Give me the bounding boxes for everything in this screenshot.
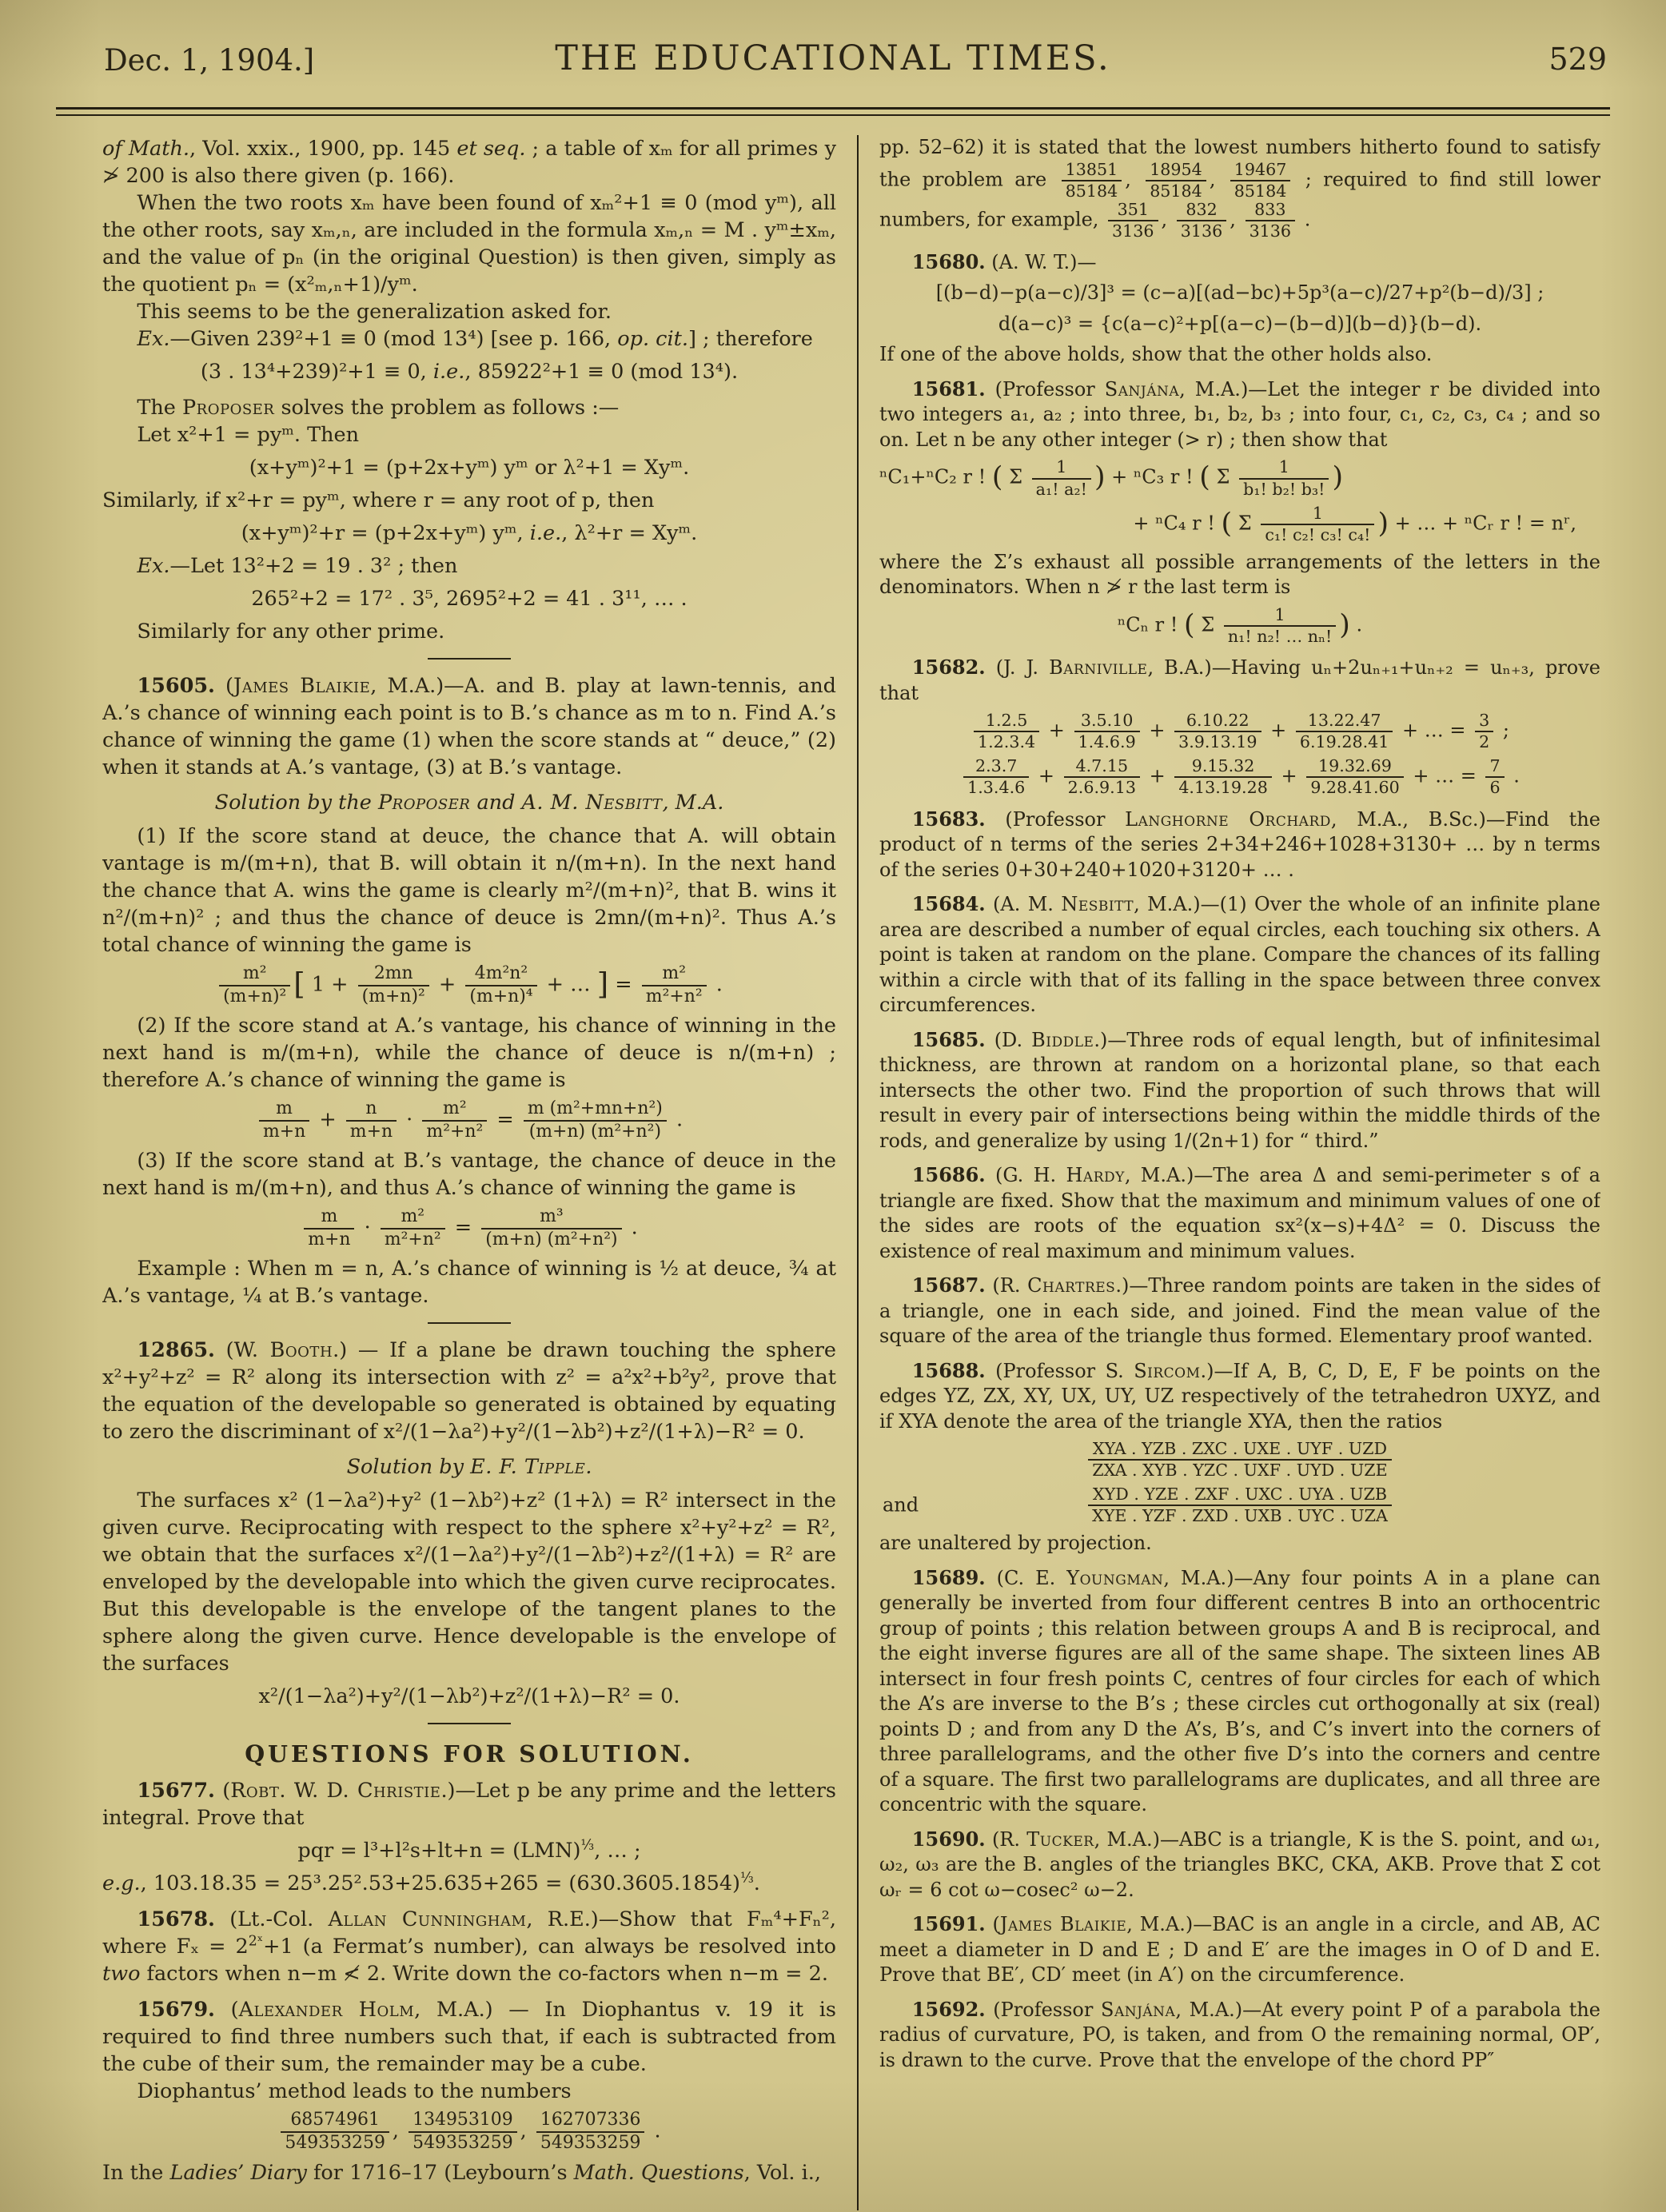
equation	[879, 1440, 1600, 1480]
fraction: $\frac{3}{2}$	[1475, 711, 1493, 751]
equation: $\frac{m}{m+n}$ + $\frac{n}{m+n}$ · $\frac{\text{m²}}{\text{m²+n²}}$ = $\frac{\text{m (m²+mn+n²)}}{\text{(m+n) (m²+n²)}}$ .	[102, 1099, 836, 1142]
paragraph: e.g., $103.18.35 = 25^3.25^2.53+25.635+265 = (630.3605.1854)^{\frac{1}{3}}$.	[102, 1870, 760, 1896]
questions-for-solution-heading: QUESTIONS FOR SOLUTION.	[245, 1740, 694, 1768]
fraction: $\frac{1}{\text{c₁! c₂! c₃! c₄!}}$	[1261, 504, 1374, 544]
equation: 265²+2 = 17² . 3⁵, 2695²+2 = 41 . 3¹¹, … .	[251, 587, 688, 611]
question-15689: 15689. (C. E. Youngman, M.A.)—Any four points A in a plane can generally be inverted from four different centres B into an orthocentric group of points ; this relation between groups A and B is reciprocal, and the eight inverse figures are all of the same shape. The sixteen lines AB intersect in four fresh points C, centres of four circles for each of which the A’s are inverse to the B’s ; these circles cut orthogonally at six (real) points D ; and from any D the A’s, B’s, and C’s invert into the corners of three parallelograms, and the other five D’s into the corners and centre of a square. The first two parallelograms are duplicates, and all three are concentric with the square.	[879, 1565, 1600, 1816]
question-15677: 15677. (Robt. W. D. Christie.)—Let p be any prime and the letters integral. Prove that	[102, 1779, 836, 1831]
paragraph: When the two roots xₘ have been found of xₘ²+1 ≡ 0 (mod yᵐ), all the other roots, say xₘ,ₙ, are included in the formula xₘ,ₙ = M . yᵐ±xₘ, and the value of pₙ (in the original Question) is then given, simply as the quotient pₙ = (x²ₘ,ₙ+1)/yᵐ.	[102, 191, 836, 297]
question-15678: 15678. (Lt.-Col. Allan Cunningham, R.E.)—Show that Fₘ⁴+Fₙ², where $F_x = 2^{2ˣ}+1$ (a Fermat’s number), can always be resolved into two factors when n−m ≮ 2. Write down the co-factors when n−m = 2.	[102, 1907, 836, 1987]
two-column-body	[0, 116, 1666, 2210]
fraction: $\frac{6.10.22}{3.9.13.19}$	[1174, 711, 1261, 751]
paragraph: Diophantus’ method leads to the numbers	[137, 2079, 572, 2104]
paragraph: Similarly for any other prime.	[137, 620, 445, 644]
paragraph: (1) If the score stand at deuce, the chance that A. will obtain vantage is m/(m+n), that B. will obtain it n/(m+n). In the next hand the chance that A. wins the game is clearly m²/(m+n)², that B. wins it n²/(m+n)² ; and thus the chance of deuce is 2mn/(m+n)². Thus A.’s total chance of winning the game is	[102, 824, 836, 957]
column-divider-rule	[857, 135, 859, 2210]
solution-byline: Solution by E. F. Tipple.	[346, 1455, 592, 1480]
equation: + ⁿC₄ r ! ( Σ $\frac{1}{\text{c₁! c₂! c₃! c₄!}}$ ) + … + ⁿCᵣ r ! = nʳ,	[1133, 503, 1576, 544]
fraction: $\frac{4.7.15}{2.6.9.13}$	[1064, 757, 1140, 797]
solution-byline: Solution by the Proposer and A. M. Nesbitt, M.A.	[214, 791, 724, 815]
equation: ⁿCₙ r ! ( Σ $\frac{1}{\text{n₁! n₂! … nₙ!}}$ ) .	[1117, 604, 1363, 646]
equation: d(a−c)³ = {c(a−c)²+p[(a−c)−(b−d)](b−d)}(b−d).	[998, 312, 1482, 335]
equation: (x+yᵐ)²+r = (p+2x+yᵐ) yᵐ, i.e., λ²+r = Xyᵐ.	[241, 521, 698, 545]
equation: $\frac{m}{m+n}$ · $\frac{\text{m²}}{\text{m²+n²}}$ = $\frac{\text{m³}}{\text{(m+n) (m²+n²)}}$ .	[102, 1207, 836, 1249]
equation: pqr = l³+l²s+lt+n = (LMN)$^{\frac{1}{3}}$, … ;	[297, 1837, 641, 1863]
fraction: $\frac{162707336}{549353259}$	[536, 2110, 645, 2153]
question-15684: 15684. (A. M. Nesbitt, M.A.)—(1) Over the whole of an infinite plane area are described a number of equal circles, each touching six others. A point is taken at random on the plane. Compare the chances of its falling within a circle with that of its falling in the space between three convex circumferences.	[879, 892, 1600, 1017]
continued-paragraph: pp. 52–62) it is stated that the lowest numbers hitherto found to satisfy the problem are $\frac{13851}{85184}$ , $\frac{18954}{85184}$ , $\frac{19467}{85184}$ ; required to find still lower numbers, for example, $\frac{351}{3136}$ , $\frac{832}{3136}$ , $\frac{833}{3136}$ .	[879, 136, 1600, 241]
equation: (x+yᵐ)²+1 = (p+2x+yᵐ) yᵐ or λ²+1 = Xyᵐ.	[249, 456, 690, 480]
paragraph: If one of the above holds, show that the other holds also.	[879, 343, 1433, 366]
paragraph: are unaltered by projection.	[879, 1532, 1152, 1555]
fraction: $\frac{\text{m (m²+mn+n²)}}{\text{(m+n) (m²+n²)}}$	[524, 1099, 667, 1142]
question-15683: 15683. (Professor Langhorne Orchard, M.A., B.Sc.)—Find the product of n terms of the series 2+34+246+1028+3130+ … by n terms of the series 0+30+240+1020+3120+ … .	[879, 807, 1600, 881]
fraction: $\frac{18954}{85184}$	[1146, 161, 1206, 201]
fraction: $\frac{\text{4m²n²}}{\text{(m+n)⁴}}$	[465, 964, 536, 1006]
equation: $\frac{68574961}{549353259}$ , $\frac{134953109}{549353259}$ , $\frac{162707336}{549353259}$ .	[102, 2110, 836, 2153]
fraction: $\frac{833}{3136}$	[1246, 201, 1296, 241]
paragraph: This seems to be the generalization asked for.	[137, 300, 612, 324]
paragraph: In the Ladies’ Diary for 1716–17 (Leybourn’s Math. Questions, Vol. i.,	[102, 2160, 821, 2185]
header-double-rule	[56, 107, 1610, 116]
question-15685: 15685. (D. Biddle.)—Three rods of equal length, but of infinitesimal thickness, are thrown at random on a horizontal plane, so that each intersects the other two. Find the proportion of such throws that will result in every pair of intersections being within the middle thirds of the rods, and generalize by using 1/(2n+1) for “ third.”	[879, 1027, 1600, 1152]
question-15692: 15692. (Professor Sanjána, M.A.)—At every point P of a parabola the radius of curvature, PO, is taken, and from O the remaining normal, OP′, is drawn to the curve. Prove that the envelope of the chord PP″	[879, 1997, 1600, 2071]
paragraph: (3) If the score stand at B.’s vantage, the chance of deuce in the next hand is m/(m+n), and thus A.’s chance of winning the game is	[102, 1149, 836, 1201]
question-15687: 15687. (R. Chartres.)—Three random points are taken in the sides of a triangle, one in each side, and joined. Find the mean value of the square of the area of the triangle thus formed. Elementary proof wanted.	[879, 1273, 1600, 1348]
equation: $\frac{\text{m²}}{\text{(m+n)²}}$ [ 1 + $\frac{2mn}{\text{(m+n)²}}$ + $\frac{\text{4m²n²}}{\text{(m+n)⁴}}$ + … ] = $\frac{\text{m²}}{\text{m²+n²}}$ .	[102, 964, 836, 1006]
question-15680: 15680. (A. W. T.)—	[911, 249, 1097, 273]
fraction: $\frac{3.5.10}{1.4.6.9}$	[1074, 711, 1140, 751]
fraction: $\frac{832}{3136}$	[1177, 201, 1227, 241]
fraction: $\frac{\text{m³}}{\text{(m+n) (m²+n²)}}$	[481, 1207, 621, 1249]
fraction: $\frac{13851}{85184}$	[1062, 161, 1122, 201]
fraction: $\frac{\text{m²}}{\text{m²+n²}}$	[381, 1207, 445, 1249]
question-15679: 15679. (Alexander Holm, M.A.) — In Diophantus v. 19 it is required to find three numbers such that, if each is subtracted from the cube of their sum, the remainder may be a cube.	[102, 1998, 836, 2077]
left-column	[102, 135, 836, 2210]
fraction: $\frac{1.2.5}{1.2.3.4}$	[974, 711, 1039, 751]
fraction: $\frac{1}{\text{b₁! b₂! b₃!}}$	[1239, 458, 1329, 498]
question-15605: 15605. (James Blaikie, M.A.)—A. and B. play at lawn-tennis, and A.’s chance of winning each point is to B.’s chance as m to n. Find A.’s chance of winning the game (1) when the score stands at “ deuce,” (2) when it stands at A.’s vantage, (3) at B.’s vantage.	[102, 674, 836, 779]
section-divider	[428, 658, 511, 660]
fraction: $\frac{\text{m²}}{\text{m²+n²}}$	[642, 964, 707, 1006]
right-column	[879, 135, 1600, 2210]
question-15690: 15690. (R. Tucker, M.A.)—ABC is a triangle, K is the S. point, and ω₁, ω₂, ω₃ are the B. angles of the triangles BKC, CKA, AKB. Prove that Σ cot ωᵣ = 6 cot ω−cosec² ω−2.	[879, 1827, 1600, 1901]
journal-title: THE EDUCATIONAL TIMES.	[555, 38, 1111, 78]
question-15686: 15686. (G. H. Hardy, M.A.)—The area Δ and semi-perimeter s of a triangle are fixed. Show that the maximum and minimum values of one of the sides are roots of the equation sx²(x−s)+4Δ² = 0. Discuss the existence of real maximum and minimum values.	[879, 1163, 1600, 1262]
fraction: $\frac{13.22.47}{6.19.28.41}$	[1296, 711, 1393, 751]
fraction: $\frac{\text{XYA . YZB . ZXC . UXE . UYF . UZD}}{\text{ZXA . XYB . YZC . UXF . UYD . UZE}}$	[1088, 1440, 1391, 1480]
fraction: $\frac{\text{m²}}{\text{m²+n²}}$	[422, 1099, 487, 1142]
question-15682: 15682. (J. J. Barniville, B.A.)—Having uₙ+2uₙ₊₁+uₙ₊₂ = uₙ₊₃, prove that	[879, 656, 1600, 704]
equation	[879, 1485, 1600, 1525]
equation: ⁿC₁+ⁿC₂ r ! ( Σ $\frac{1}{\text{a₁! a₂!}}$ ) + ⁿC₃ r ! ( Σ $\frac{1}{\text{b₁! b₂! b₃!}}$ )	[879, 457, 1344, 499]
paragraph: The surfaces x² (1−λa²)+y² (1−λb²)+z² (1+λ) = R² intersect in the given curve. Reciprocating with respect to the sphere x²+y²+z² = R², we obtain that the surfaces x²/(1−λa²)+y²/(1−λb²)+z²/(1+λ) = R² are enveloped by the developable into which the given curve reciprocates. But this developable is the envelope of the tangent planes to the sphere along the given curve. Hence developable is the envelope of the surfaces	[102, 1489, 836, 1676]
fraction: $\frac{2mn}{\text{(m+n)²}}$	[358, 964, 429, 1006]
fraction: $\frac{n}{m+n}$	[346, 1099, 397, 1142]
fraction: $\frac{19.32.69}{9.28.41.60}$	[1306, 757, 1404, 797]
fraction: $\frac{7}{6}$	[1485, 757, 1504, 797]
paragraph: Let x²+1 = pyᵐ. Then	[137, 423, 360, 447]
fraction: $\frac{\text{m²}}{\text{(m+n)²}}$	[219, 964, 290, 1006]
question-15681: 15681. (Professor Sanjána, M.A.)—Let the integer r be divided into two integers a₁, a₂ ; into three, b₁, b₂, b₃ ; into four, c₁, c₂, c₃, c₄ ; and so on. Let n be any other integer (> r) ; then show that	[879, 377, 1600, 451]
equation: (3 . 13⁴+239)²+1 ≡ 0, i.e., 85922²+1 ≡ 0 (mod 13⁴).	[200, 360, 739, 384]
fraction: $\frac{m}{m+n}$	[259, 1099, 309, 1142]
fraction: $\frac{2.3.7}{1.3.4.6}$	[963, 757, 1029, 797]
fraction: $\frac{19467}{85184}$	[1230, 161, 1291, 201]
paragraph: Example : When m = n, A.’s chance of winning is ½ at deuce, ¾ at A.’s vantage, ¼ at B.’s vantage.	[102, 1257, 836, 1309]
equation: [(b−d)−p(a−c)/3]³ = (c−a)[(ad−bc)+5p³(a−c)/27+p²(b−d)/3] ;	[935, 281, 1544, 305]
example-paragraph: Ex.—Given 239²+1 ≡ 0 (mod 13⁴) [see p. 166, op. cit.] ; therefore	[137, 327, 813, 351]
question-15691: 15691. (James Blaikie, M.A.)—BAC is an angle in a circle, and AB, AC meet a diameter in D and E ; D and E′ are the images in O of D and E. Prove that BE′, CD′ meet (in A′) on the circumference.	[879, 1912, 1600, 1987]
paragraph: (2) If the score stand at A.’s vantage, his chance of winning in the next hand is m/(m+n), while the chance of deuce is n/(m+n) ; therefore A.’s chance of winning the game is	[102, 1014, 836, 1093]
page-number: 529	[1548, 42, 1607, 77]
fraction: $\frac{1}{\text{a₁! a₂!}}$	[1032, 458, 1091, 498]
fraction: $\frac{68574961}{549353259}$	[281, 2110, 389, 2153]
equation: x²/(1−λa²)+y²/(1−λb²)+z²/(1+λ)−R² = 0.	[258, 1684, 680, 1709]
issue-date: Dec. 1, 1904.]	[104, 43, 315, 78]
equation-lead-word: and	[883, 1493, 919, 1517]
page-header	[0, 0, 1666, 94]
equation: $\frac{2.3.7}{1.3.4.6}$ + $\frac{4.7.15}{2.6.9.13}$ + $\frac{9.15.32}{4.13.19.28}$ + $\frac{19.32.69}{9.28.41.60}$ + … = $\frac{7}{6}$ .	[879, 757, 1600, 797]
paragraph: Similarly, if x²+r = pyᵐ, where r = any root of p, then	[102, 488, 655, 512]
fraction: $\frac{m}{m+n}$	[304, 1207, 354, 1249]
fraction: $\frac{9.15.32}{4.13.19.28}$	[1174, 757, 1272, 797]
continued-paragraph: of Math., Vol. xxix., 1900, pp. 145 et seq. ; a table of xₘ for all primes y ≯ 200 is also there given (p. 166).	[102, 137, 836, 188]
equation: $\frac{1.2.5}{1.2.3.4}$ + $\frac{3.5.10}{1.4.6.9}$ + $\frac{6.10.22}{3.9.13.19}$ + $\frac{13.22.47}{6.19.28.41}$ + … = $\frac{3}{2}$ ;	[879, 711, 1600, 751]
section-divider	[428, 1322, 511, 1324]
fraction: $\frac{351}{3136}$	[1108, 201, 1158, 241]
paragraph: The Proposer solves the problem as follows :—	[137, 396, 620, 420]
question-15688: 15688. (Professor S. Sircom.)—If A, B, C, D, E, F be points on the edges YZ, ZX, XY, UX, UY, UZ respectively of the tetrahedron UXYZ, and if XYA denote the area of the triangle XYA, then the ratios	[879, 1358, 1600, 1433]
question-12865: 12865. (W. Booth.) — If a plane be drawn touching the sphere x²+y²+z² = R² along its intersection with z² = a²x²+b²y², prove that the equation of the developable so generated is obtained by equating to zero the discriminant of x²/(1−λa²)+y²/(1−λb²)+z²/(1+λ)−R² = 0.	[102, 1338, 836, 1445]
section-divider	[428, 1723, 511, 1724]
equation-body	[1085, 1485, 1395, 1526]
fraction: $\frac{1}{\text{n₁! n₂! … nₙ!}}$	[1224, 606, 1336, 646]
paragraph: where the Σ’s exhaust all possible arrangements of the letters in the denominators. When n ≯ r the last term is	[879, 550, 1600, 599]
fraction: $\frac{\text{XYD . YZE . ZXF . UXC . UYA . UZB}}{\text{XYE . YZF . ZXD . UXB . UYC . UZA}}$	[1088, 1485, 1392, 1525]
fraction: $\frac{134953109}{549353259}$	[409, 2110, 517, 2153]
example-paragraph: Ex.—Let 13²+2 = 19 . 3² ; then	[137, 554, 458, 578]
